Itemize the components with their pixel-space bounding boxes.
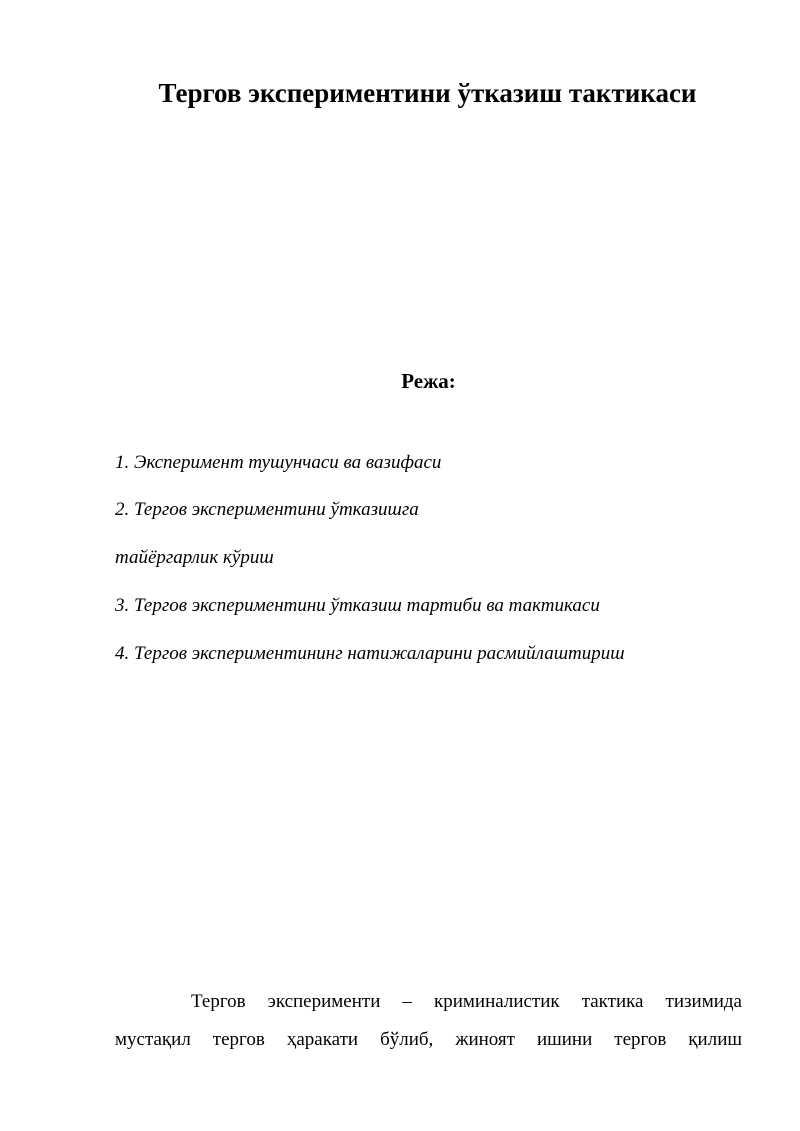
document-title: Тергов экспериментини ўтказиш тактикаси bbox=[158, 78, 697, 108]
plan-heading: Режа: bbox=[401, 369, 456, 393]
plan-item-1: 1. Эксперимент тушунчаси ва вазифаси bbox=[115, 452, 442, 473]
body-paragraph-line-1: Тергов эксперименти – криминалистик тактика тизимида bbox=[191, 991, 742, 1012]
plan-item-2-continuation: тайёргарлик кўриш bbox=[115, 547, 274, 568]
plan-item-4: 4. Тергов экспериментининг натижаларини расмийлаштириш bbox=[115, 643, 625, 664]
plan-item-2: 2. Тергов экспериментини ўтказишга bbox=[115, 499, 419, 520]
plan-item-3: 3. Тергов экспериментини ўтказиш тартиби ва тактикаси bbox=[115, 595, 600, 616]
body-paragraph-line-2: мустақил тергов ҳаракати бўлиб, жиноят ишини тергов қилиш bbox=[115, 1029, 742, 1050]
